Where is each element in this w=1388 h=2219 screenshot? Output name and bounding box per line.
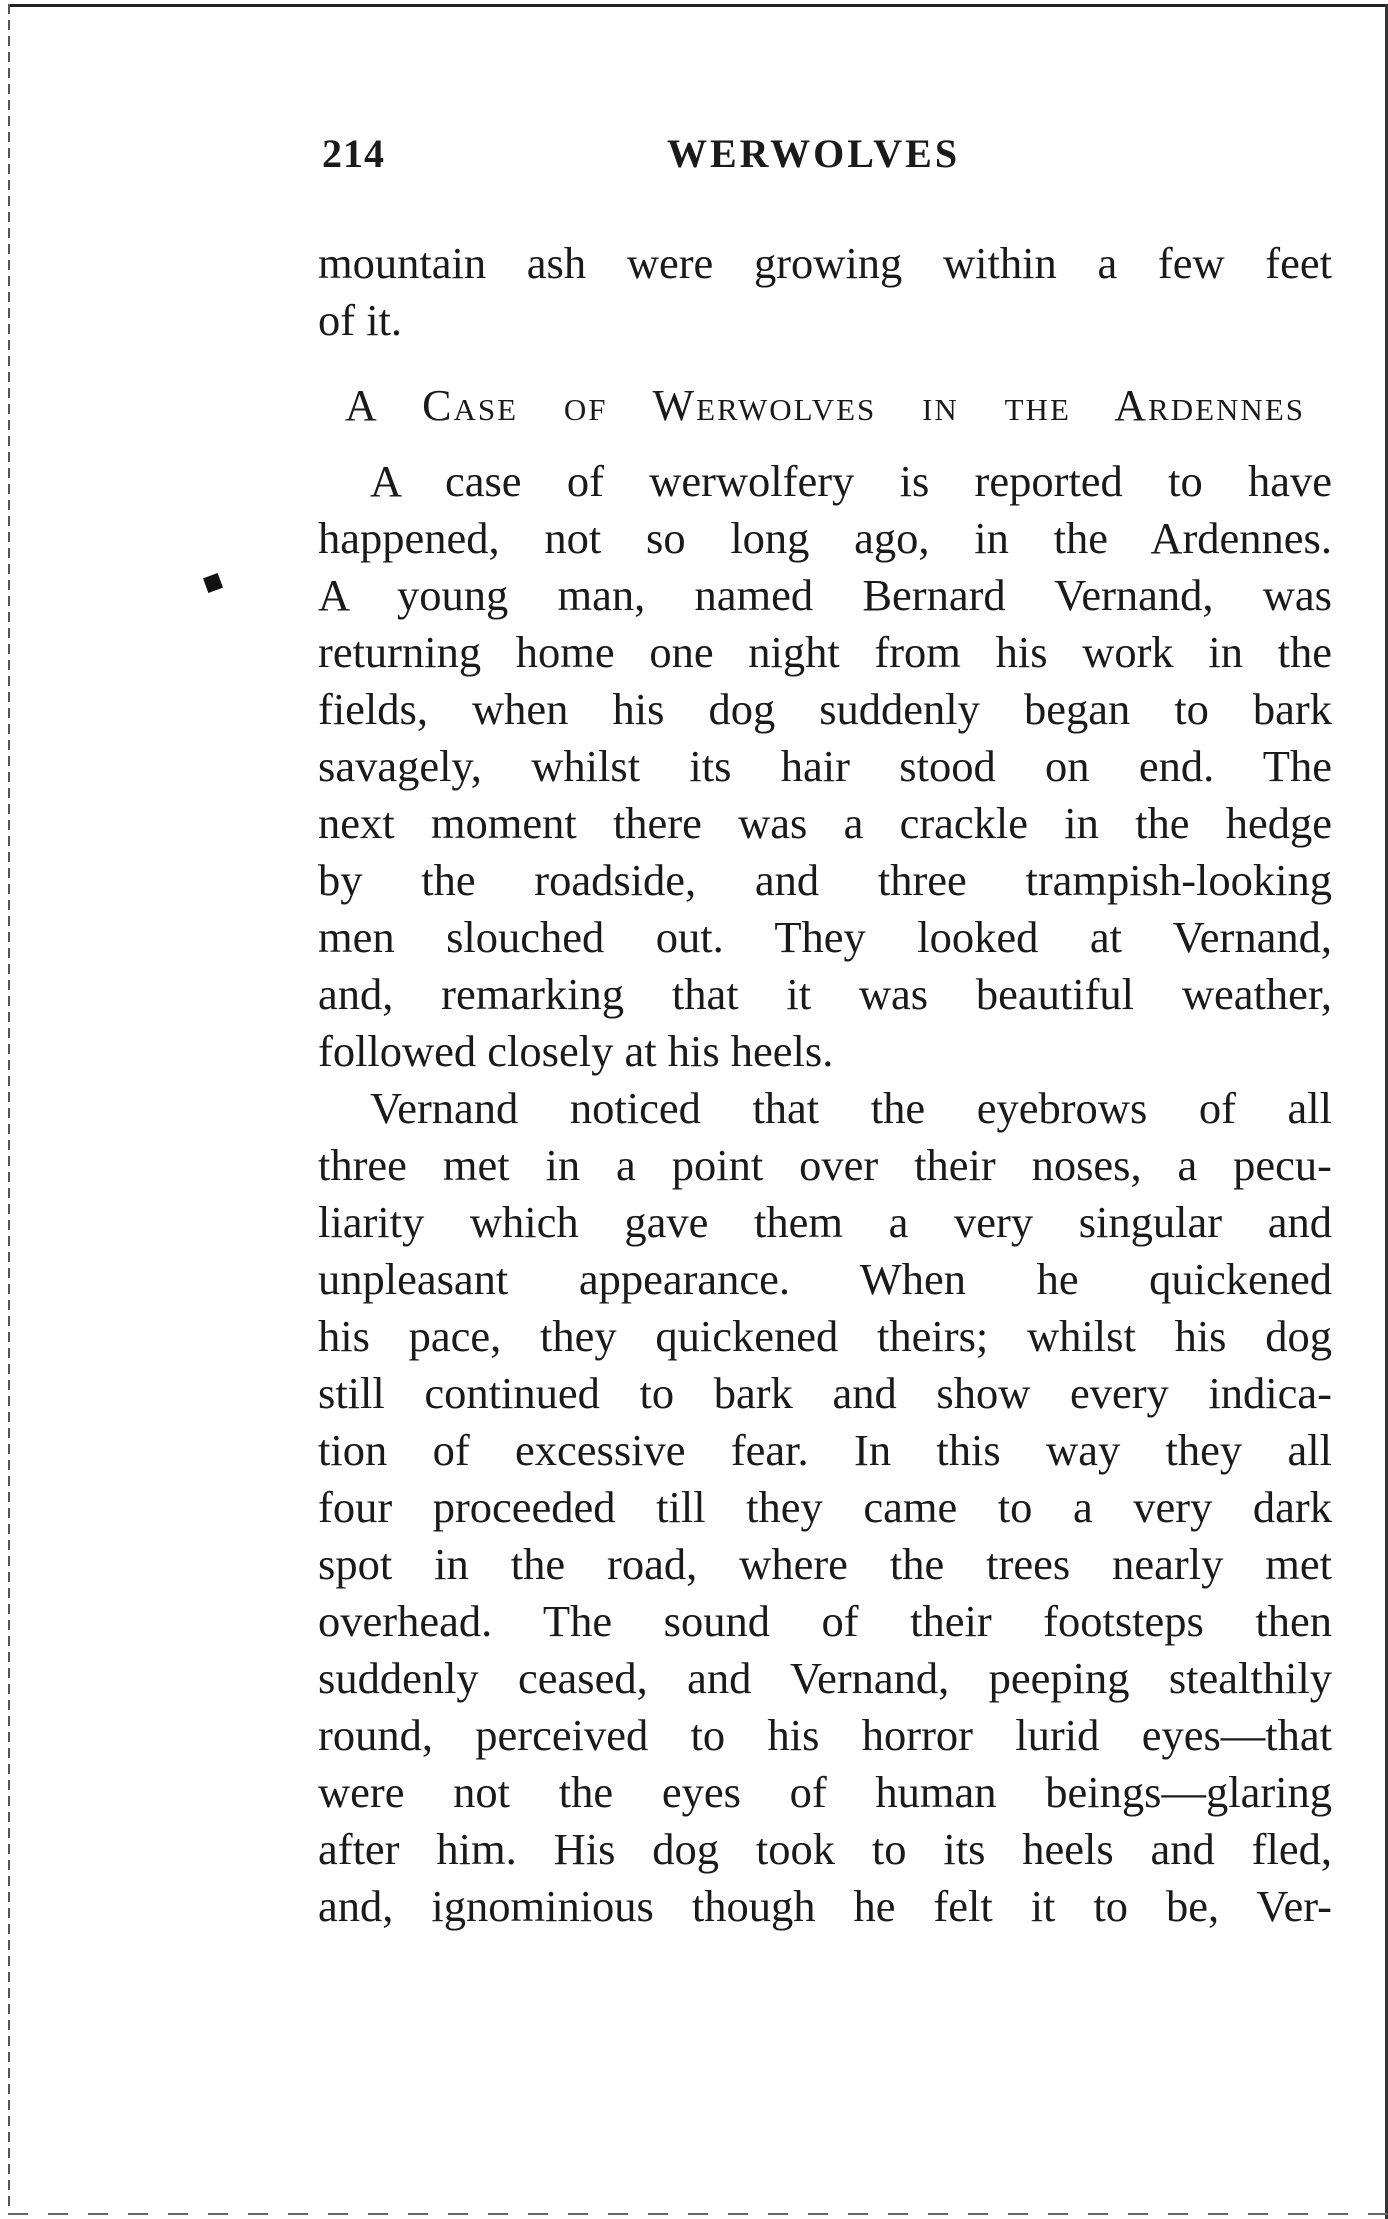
text-line: A young man, named Bernard Vernand, was	[318, 570, 1332, 620]
text-line: his pace, they quickened theirs; whilst his dog	[318, 1311, 1332, 1361]
text-line: mountain ash were growing within a few feet	[318, 238, 1332, 288]
text-line: next moment there was a crackle in the hedge	[318, 798, 1332, 848]
running-title: WERWOLVES	[667, 131, 961, 176]
text-line: A case of werwolfery is reported to have	[370, 456, 1332, 506]
paragraph-2	[318, 1080, 1332, 1935]
text-line: Vernand noticed that the eyebrows of all	[370, 1083, 1332, 1133]
text-line: after him. His dog took to its heels and fled,	[318, 1824, 1332, 1874]
text-line: happened, not so long ago, in the Ardennes.	[318, 513, 1332, 563]
paragraph-1	[318, 453, 1332, 1080]
running-header	[322, 130, 1332, 186]
page-number: 214	[322, 131, 385, 176]
text-line: fields, when his dog suddenly began to bark	[318, 684, 1332, 734]
text-line: suddenly ceased, and Vernand, peeping stealthily	[318, 1653, 1332, 1703]
text-line: liarity which gave them a very singular and	[318, 1197, 1332, 1247]
continuation-text	[318, 235, 1332, 349]
text-line: tion of excessive fear. In this way they all	[318, 1425, 1332, 1475]
ink-blot-icon	[193, 563, 233, 603]
text-line: of it.	[318, 295, 403, 345]
text-line: three met in a point over their noses, a pecu-	[318, 1140, 1332, 1190]
page-edge-top	[8, 4, 1388, 7]
text-line: men slouched out. They looked at Vernand,	[318, 912, 1332, 962]
text-line: round, perceived to his horror lurid eyes—that	[318, 1710, 1332, 1760]
page-edge-left	[8, 4, 10, 2207]
text-line: spot in the road, where the trees nearly met	[318, 1539, 1332, 1589]
text-line: were not the eyes of human beings—glaring	[318, 1767, 1332, 1817]
text-line: overhead. The sound of their footsteps then	[318, 1596, 1332, 1646]
text-line: by the roadside, and three trampish-looking	[318, 855, 1332, 905]
text-line: unpleasant appearance. When he quickened	[318, 1254, 1332, 1304]
text-line: still continued to bark and show every indica-	[318, 1368, 1332, 1418]
section-heading: A Case of Werwolves in the Ardennes	[345, 381, 1305, 430]
text-line: followed closely at his heels.	[318, 1026, 834, 1076]
text-line: four proceeded till they came to a very dark	[318, 1482, 1332, 1532]
text-line: savagely, whilst its hair stood on end. The	[318, 741, 1332, 791]
text-line: and, ignominious though he felt it to be, Ver-	[318, 1881, 1332, 1931]
page-edge-bottom	[8, 2213, 1388, 2215]
text-line: returning home one night from his work in the	[318, 627, 1332, 677]
text-line: and, remarking that it was beautiful weather,	[318, 969, 1332, 1019]
